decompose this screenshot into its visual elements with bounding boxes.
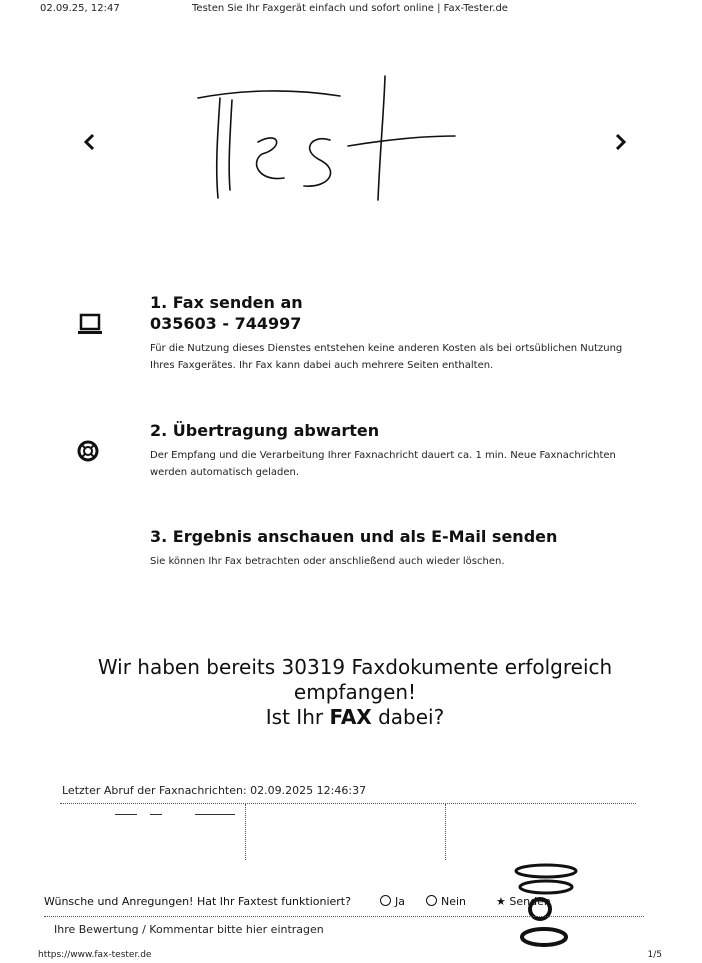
print-page-number: 1/5 xyxy=(647,950,662,960)
stats-message xyxy=(60,655,650,730)
send-button[interactable]: ★ Senden xyxy=(496,895,551,908)
fax-number: 035603 - 744997 xyxy=(150,314,302,333)
stats-line-2: Ist Ihr FAX dabei? xyxy=(265,705,445,729)
radio-yes[interactable]: Ja xyxy=(380,895,405,908)
stats-line-1: Wir haben bereits 30319 Faxdokumente erfolgreich empfangen! xyxy=(97,655,613,704)
step-1-text: Für die Nutzung dieses Dienstes entstehen keine anderen Kosten als bei ortsüblichen Nutzung Ihres Faxgerätes. Ihr Fax kann dabei auch mehrere Seiten enthalten. xyxy=(150,343,623,371)
step-1-title: 1. Fax senden an xyxy=(150,293,303,312)
chevron-right-icon[interactable] xyxy=(610,132,630,152)
step-2-text: Der Empfang und die Verarbeitung Ihrer Faxnachricht dauert ca. 1 min. Neue Faxnachrichten werden automatisch geladen. xyxy=(150,450,616,478)
divider xyxy=(245,804,246,860)
step-3-title: 3. Ergebnis anschauen und als E-Mail senden xyxy=(150,527,558,546)
fax-list-area xyxy=(60,803,636,860)
comment-input[interactable] xyxy=(54,923,434,936)
radio-no[interactable]: Nein xyxy=(426,895,466,908)
step-3-text: Sie können Ihr Fax betrachten oder anschließend auch wieder löschen. xyxy=(150,556,505,567)
print-url: https://www.fax-tester.de xyxy=(38,950,152,960)
radio-yes-circle[interactable] xyxy=(380,895,391,906)
divider xyxy=(445,804,446,860)
print-date: 02.09.25, 12:47 xyxy=(40,3,120,14)
laptop-icon xyxy=(77,313,103,341)
last-fetch-timestamp: Letzter Abruf der Faxnachrichten: 02.09.2025 12:46:37 xyxy=(62,784,367,797)
step-1 xyxy=(150,292,630,374)
print-page-title: Testen Sie Ihr Faxgerät einfach und sofort online | Fax-Tester.de xyxy=(192,3,508,14)
fax-preview-carousel xyxy=(80,70,630,220)
step-3 xyxy=(150,526,630,570)
step-2 xyxy=(150,420,630,481)
feedback-label: Wünsche und Anregungen! Hat Ihr Faxtest funktioniert? xyxy=(44,895,351,908)
star-icon: ★ xyxy=(496,895,506,908)
divider xyxy=(115,814,137,815)
handwritten-test-image xyxy=(180,70,520,205)
divider xyxy=(44,916,644,917)
chevron-left-icon[interactable] xyxy=(80,132,100,152)
radio-no-circle[interactable] xyxy=(426,895,437,906)
divider xyxy=(150,814,162,815)
lifebuoy-icon xyxy=(77,440,99,466)
divider xyxy=(195,814,235,815)
step-2-title: 2. Übertragung abwarten xyxy=(150,421,380,440)
